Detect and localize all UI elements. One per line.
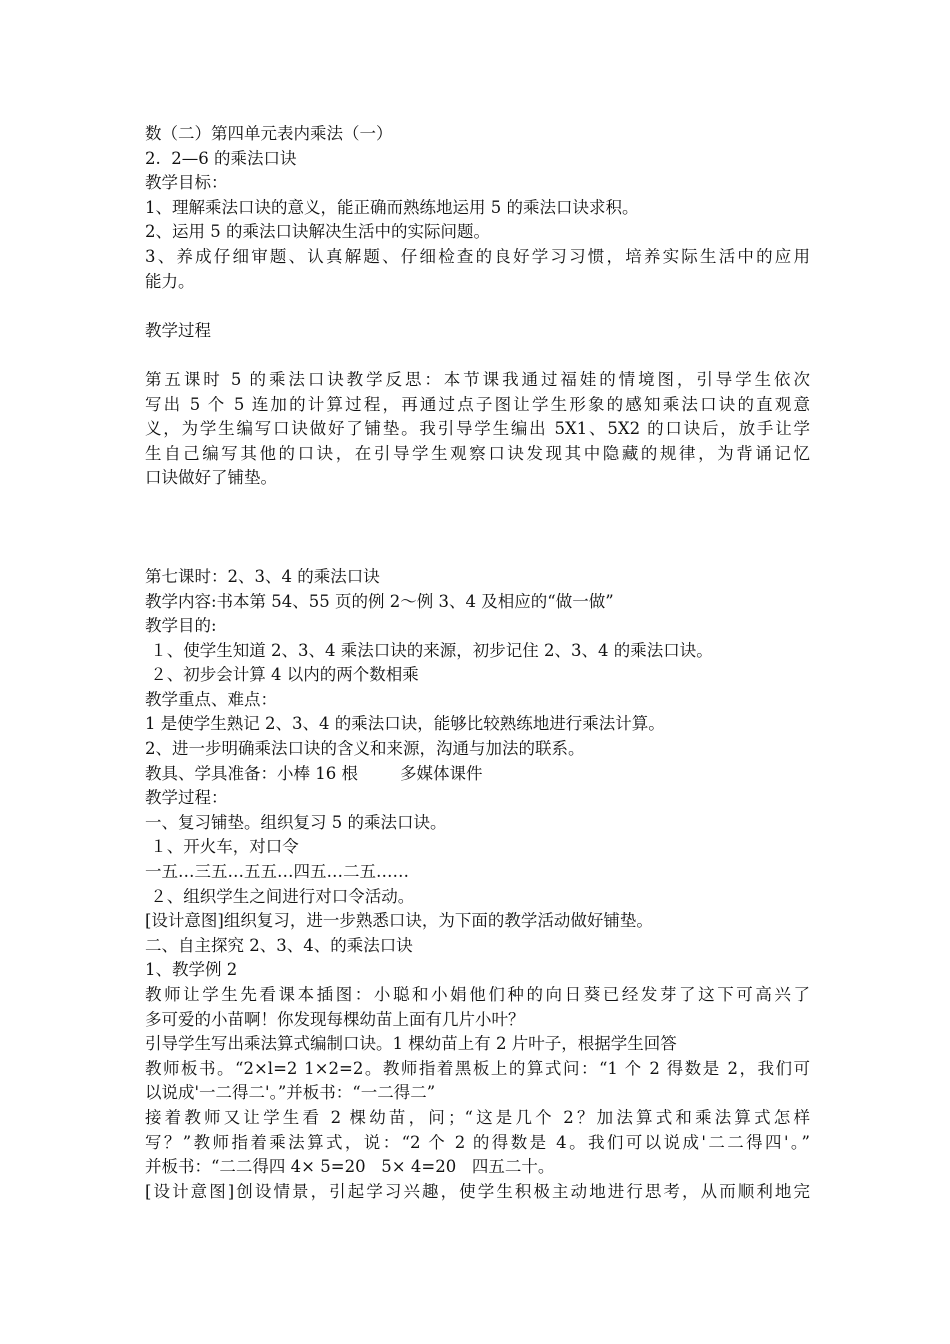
section-heading: 第七课时：2、3、4 的乘法口诀 <box>145 566 380 586</box>
text-line: １、开火车，对口令 <box>145 837 299 857</box>
text-line: 教学目标： <box>145 173 228 193</box>
text-line: 一五…三五…五五…四五…二五…… <box>145 862 409 882</box>
text-line: 教师板书。“2×l=2 1×2=2。教师指着黑板上的算式问：“1 个 2 得数是 2，我们可 <box>145 1058 810 1078</box>
text-line: 写出 5 个 5 连加的计算过程，再通过点子图让学生形象的感知乘法口诀的直观意 <box>145 394 810 414</box>
text-line: 3、养成仔细审题、认真解题、仔细检查的良好学习习惯，培养实际生活中的应用 <box>145 246 810 266</box>
text-line: 引导学生写出乘法算式编制口诀。1 棵幼苗上有 2 片叶子，根据学生回答 <box>145 1034 677 1054</box>
text-line: 2、运用 5 的乘法口诀解决生活中的实际问题。 <box>145 222 490 242</box>
text-line: 教学目的: <box>145 616 217 636</box>
doc-title: 数（二）第四单元表内乘法（一） <box>145 124 393 143</box>
text-line: 教学内容:书本第 54、55 页的例 2～例 3、4 及相应的“做一做” <box>145 591 614 611</box>
text-line: 一、复习铺垫。组织复习 5 的乘法口诀。 <box>145 812 447 832</box>
text-line: 教学过程： <box>145 788 228 808</box>
text-line: １、使学生知道 2、3、4 乘法口诀的来源，初步记住 2、3、4 的乘法口诀。 <box>145 640 713 660</box>
text-line: 教师让学生先看课本插图：小聪和小娟他们种的向日葵已经发芽了这下可高兴了 <box>145 985 810 1004</box>
text-line: 能力。 <box>145 271 195 291</box>
text-line: [设计意图]创设情景，引起学习兴趣，使学生积极主动地进行思考，从而顺利地完 <box>145 1181 810 1201</box>
text-line: 以说成'一二得二'。”并板书：“一二得二” <box>145 1083 436 1103</box>
blank-space <box>145 491 810 565</box>
section-heading: 2. 2—6 的乘法口诀 <box>145 148 297 168</box>
text-line: 生自己编写其他的口诀，在引导学生观察口诀发现其中隐藏的规律，为背诵记忆 <box>145 443 810 463</box>
blank-line <box>145 294 810 319</box>
text-line: 教学过程 <box>145 320 211 340</box>
text-line: 1、理解乘法口诀的意义，能正确而熟练地运用 5 的乘法口诀求积。 <box>145 197 639 217</box>
document-page <box>145 122 810 1204</box>
text-line: 1 是使学生熟记 2、3、4 的乘法口诀，能够比较熟练地进行乘法计算。 <box>145 714 665 734</box>
text-line: 写？”教师指着乘法算式，说：“2 个 2 的得数是 4。我们可以说成'二二得四'。” <box>145 1132 810 1152</box>
text-line: 义，为学生编写口诀做好了铺垫。我引导学生编出 5X1、5X2 的口诀后，放手让学 <box>145 419 810 439</box>
blank-line <box>145 343 810 368</box>
text-line: 二、自主探究 2、3、4、的乘法口诀 <box>145 935 413 955</box>
text-line: 教具、学具准备：小棒 16 根 多媒体课件 <box>145 763 483 783</box>
text-line: 口诀做好了铺垫。 <box>145 468 277 488</box>
text-line: 并板书：“二二得四 4× 5=20 5× 4=20 四五二十。 <box>145 1157 555 1177</box>
text-line: 接着教师又让学生看 2 棵幼苗，问；“这是几个 2？加法算式和乘法算式怎样 <box>145 1107 810 1127</box>
text-line: ２、初步会计算 4 以内的两个数相乘 <box>145 665 419 685</box>
text-line: 1、教学例 2 <box>145 960 238 980</box>
text-line: [设计意图]组织复习，进一步熟悉口诀，为下面的教学活动做好铺垫。 <box>145 911 653 931</box>
text-line: ２、组织学生之间进行对口令活动。 <box>145 886 415 906</box>
text-line: 第五课时 5 的乘法口诀教学反思：本节课我通过福娃的情境图，引导学生依次 <box>145 369 810 389</box>
text-line: 2、进一步明确乘法口诀的含义和来源，沟通与加法的联系。 <box>145 739 585 759</box>
text-line: 教学重点、难点： <box>145 689 277 709</box>
text-line: 多可爱的小苗啊！你发现每棵幼苗上面有几片小叶？ <box>145 1009 525 1029</box>
